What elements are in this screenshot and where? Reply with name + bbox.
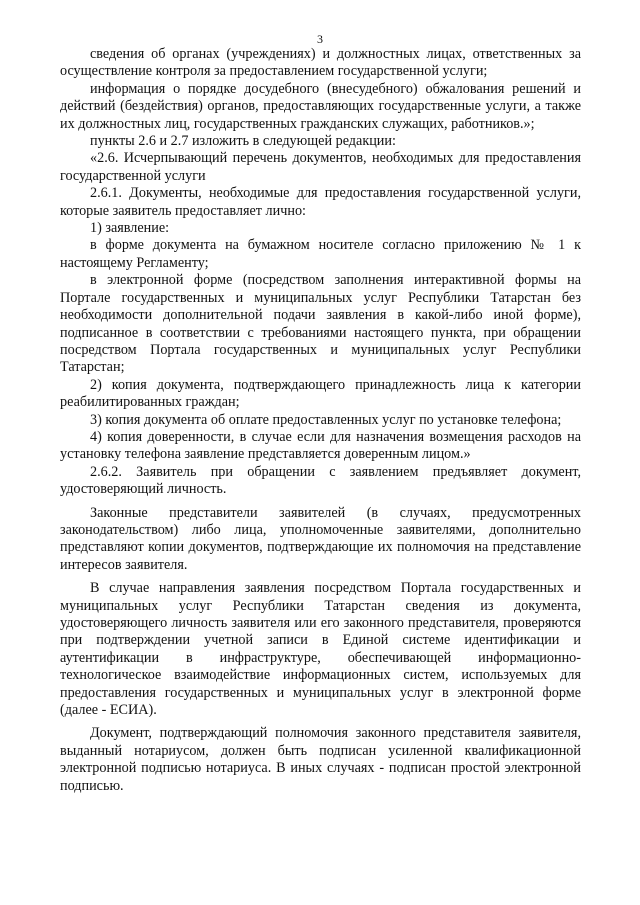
paragraph-notary-signature: Документ, подтверждающий полномочия законного представителя заявителя, выданный нотариусом, должен быть подписан усиленной квалификационной электронной подписью нотариуса. В иных случаях - подписан простой электронной подписью.	[60, 725, 581, 794]
paragraph-item-1: 1) заявление:	[90, 220, 170, 237]
paragraph-legal-representatives: Законные представители заявителей (в случаях, предусмотренных законодательством) либо лица, уполномоченные заявителями, дополнительно представляют копии документов, подтверждающие их полномочия на представление интересов заявителя.	[60, 504, 581, 573]
paragraph-2-6-heading: «2.6. Исчерпывающий перечень документов, необходимых для предоставления государственной услуги	[60, 150, 581, 184]
paragraph-item-4: 4) копия доверенности, в случае если для назначения возмещения расходов на установку телефона заявление представляется доверенным лицом.»	[60, 428, 581, 463]
page-number: 3	[317, 32, 323, 46]
paragraph-item-3: 3) копия документа об оплате предоставленных услуг по установке телефона;	[90, 411, 562, 428]
document-body	[60, 46, 581, 795]
paragraph-2-6-2: 2.6.2. Заявитель при обращении с заявлением предъявляет документ, удостоверяющий личность.	[60, 463, 581, 498]
paragraph-item-2: 2) копия документа, подтверждающего принадлежность лица к категории реабилитированных граждан;	[60, 376, 581, 411]
paragraph-esia: В случае направления заявления посредством Портала государственных и муниципальных услуг Республики Татарстан сведения из документа, удостоверяющего личность заявителя или его законного представителя, проверяются при подтверждении учетной записи в Единой системе идентификации и аутентификации в инфраструктуре, обеспечивающей информационно-технологическое взаимодействие информационных систем, используемых для предоставления государственных и муниципальных услуг в электронной форме (далее - ЕСИА).	[60, 580, 581, 719]
paragraph-control-info: сведения об органах (учреждениях) и должностных лицах, ответственных за осуществление контроля за предоставлением государственной услуги;	[60, 46, 581, 80]
paragraph-paper-form: в форме документа на бумажном носителе согласно приложению № 1 к настоящему Регламенту;	[60, 237, 581, 271]
paragraph-amendment-intro: пункты 2.6 и 2.7 изложить в следующей редакции:	[90, 133, 396, 150]
paragraph-appeal-info: информация о порядке досудебного (внесудебного) обжалования решений и действий (бездействия) органов, предоставляющих государственные услуги, а также их должностных лиц, государственных гражданских служащих, работников.»;	[60, 80, 581, 132]
paragraph-2-6-1: 2.6.1. Документы, необходимые для предоставления государственной услуги, которые заявитель предоставляет лично:	[60, 185, 581, 219]
paragraph-electronic-form: в электронной форме (посредством заполнения интерактивной формы на Портале государственных и муниципальных услуг Республики Татарстан без необходимости дополнительной подачи заявления в какой-либо иной форме), подписанное в соответствии с требованиями настоящего пункта, при обращении посредством Портала государственных и муниципальных услуг Республики Татарстан;	[60, 272, 581, 376]
